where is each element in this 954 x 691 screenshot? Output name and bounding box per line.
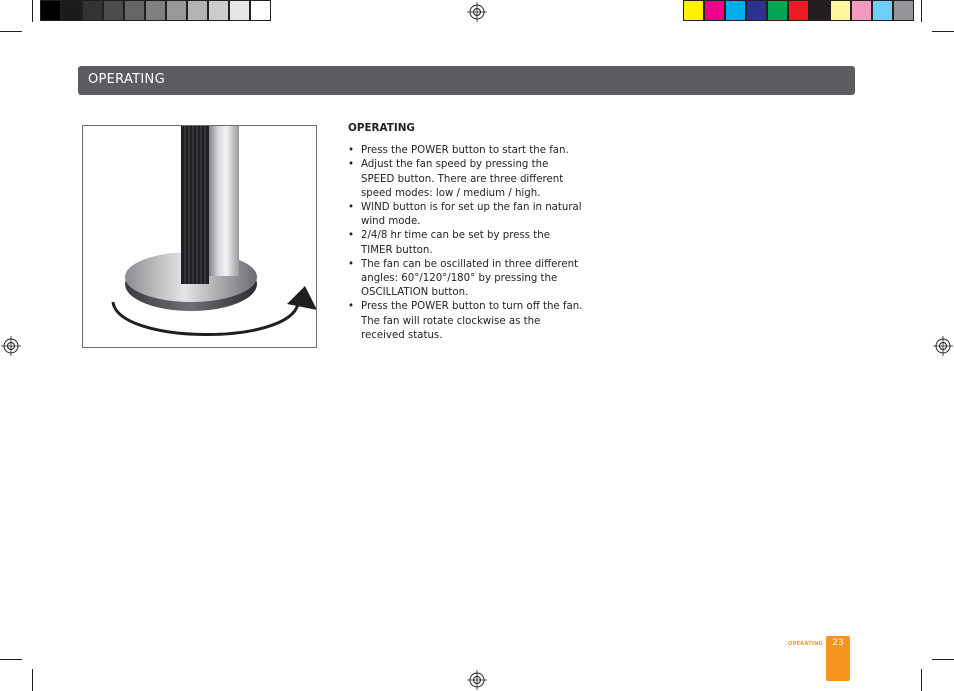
crop-mark <box>32 669 33 691</box>
section-title: OPERATING <box>88 72 165 87</box>
instructions-heading: OPERATING <box>348 122 415 134</box>
list-item: • 2/4/8 hr time can be set by press the TIMER button. <box>348 229 583 257</box>
crop-mark <box>921 0 922 22</box>
crop-mark <box>32 0 33 22</box>
color-swatch <box>809 0 830 21</box>
list-item: • WIND button is for set up the fan in natural wind mode. <box>348 201 583 229</box>
list-item: • The fan can be oscillated in three different angles: 60°/120°/180° by pressing the OSCILLATION button. <box>348 258 583 301</box>
color-swatch <box>788 0 809 21</box>
section-header-bar <box>78 66 855 95</box>
gray-swatch <box>82 0 103 21</box>
crop-mark <box>921 669 922 691</box>
footer-section-label: OPERATING <box>788 641 823 647</box>
color-swatch <box>725 0 746 21</box>
gray-swatch <box>124 0 145 21</box>
gray-swatch <box>145 0 166 21</box>
fan-illustration-frame <box>82 125 317 348</box>
color-swatch <box>767 0 788 21</box>
crop-mark <box>0 659 22 660</box>
registration-mark-icon <box>933 336 953 356</box>
gray-swatch <box>187 0 208 21</box>
color-swatch <box>830 0 851 21</box>
gray-swatch <box>250 0 271 21</box>
color-swatch <box>893 0 914 21</box>
tower-fan-rotation-icon <box>83 126 317 348</box>
gray-swatch <box>40 0 61 21</box>
crop-mark <box>932 659 954 660</box>
gray-swatch <box>229 0 250 21</box>
gray-swatch <box>166 0 187 21</box>
crop-mark <box>932 31 954 32</box>
page-number: 23 <box>832 638 844 648</box>
color-swatch <box>683 0 704 21</box>
color-swatch <box>872 0 893 21</box>
list-item: • Adjust the fan speed by pressing the SPEED button. There are three different speed modes: low / medium / high. <box>348 158 583 201</box>
crop-mark <box>0 31 22 32</box>
list-item: • Press the POWER button to turn off the fan. The fan will rotate clockwise as the received status. <box>348 300 583 343</box>
registration-mark-icon <box>1 336 21 356</box>
gray-swatch <box>61 0 82 21</box>
list-item: • Press the POWER button to start the fan. <box>348 144 583 158</box>
color-swatch <box>746 0 767 21</box>
color-swatch <box>851 0 872 21</box>
gray-swatch <box>208 0 229 21</box>
registration-mark-icon <box>467 670 487 690</box>
registration-mark-icon <box>467 2 487 22</box>
gray-swatch <box>103 0 124 21</box>
instructions-list <box>348 144 583 343</box>
operating-instructions <box>348 121 583 343</box>
color-swatch <box>704 0 725 21</box>
